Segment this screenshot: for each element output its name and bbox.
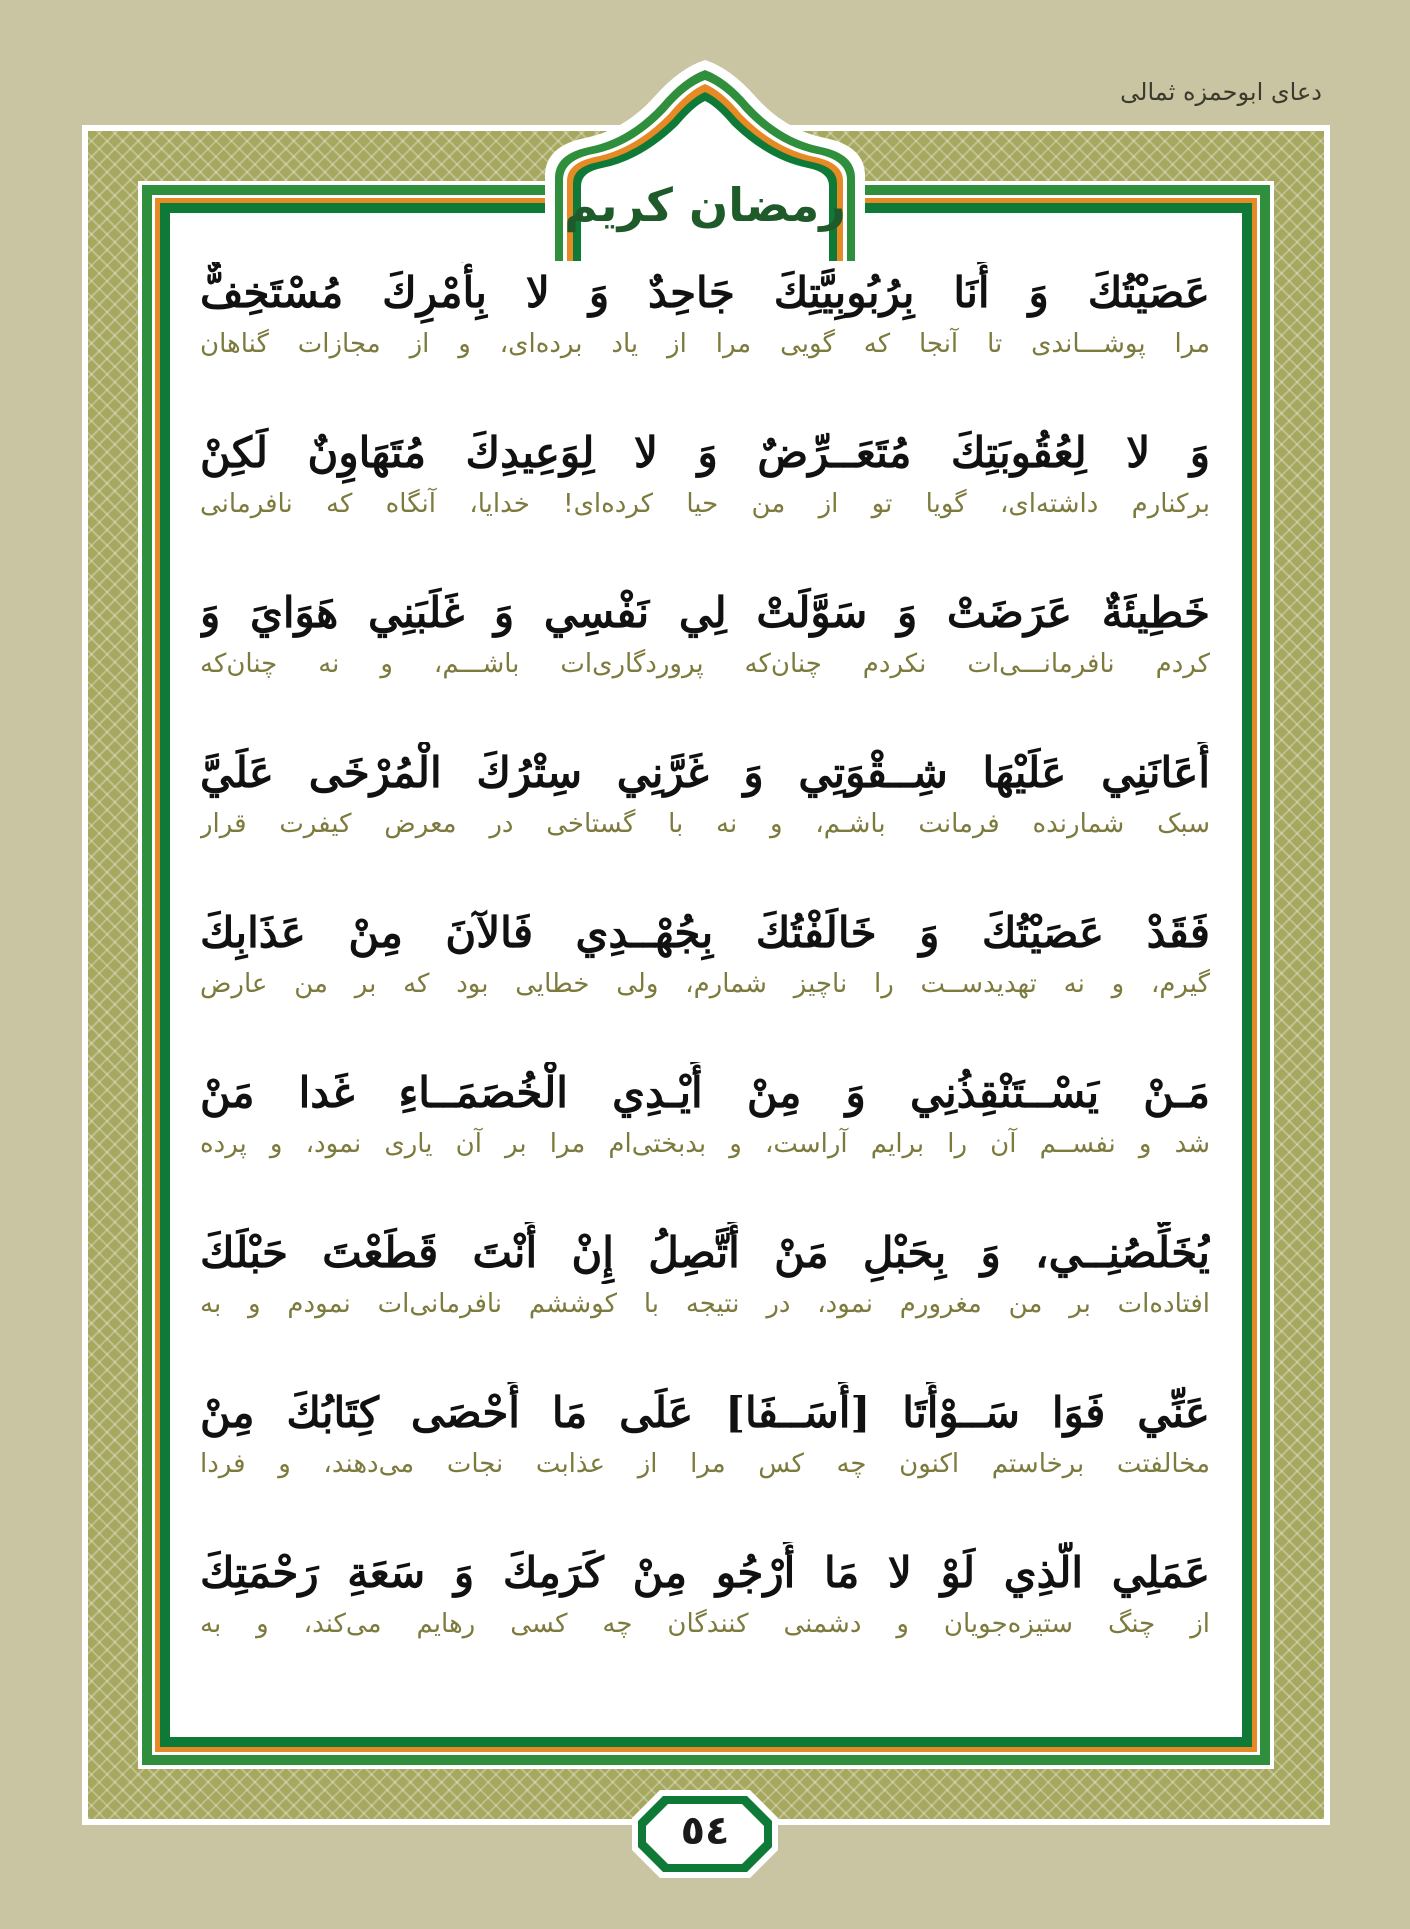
persian-translation: کردم نافرمانـــی‌ات نکردم چنان‌که پروردگاری‌ات باشـــم، و نه چنان‌که <box>200 649 1210 679</box>
arch-ornament-icon <box>525 56 885 266</box>
arabic-line: عَمَلِي الَّذِي لَوْ لا مَا أَرْجُو مِنْ كَرَمِكَ وَ سَعَةِ رَحْمَتِكَ <box>200 1548 1210 1597</box>
verse-row <box>200 1222 1210 1382</box>
persian-translation: گیرم، و نه تهدیدســت را ناچیز شمارم، ولی خطایی بود که بر من عارض <box>200 969 1210 999</box>
persian-translation: مرا پوشـــاندی تا آنجا که گویی مرا از یاد برده‌ای، و از مجازات گناهان <box>200 329 1210 359</box>
verse-row <box>200 1542 1210 1702</box>
book-title: دعای ابوحمزه ثمالی <box>1120 78 1322 106</box>
arabic-line: فَقَدْ عَصَيْتُكَ وَ خَالَفْتُكَ بِجُهْــدِي فَالآنَ مِنْ عَذَابِكَ <box>200 908 1210 957</box>
ramadan-emblem <box>525 56 885 266</box>
persian-translation: افتاده‌ات بر من مغرورم نمود، در نتیجه با کوششم نافرمانی‌ات نمودم و به <box>200 1289 1210 1319</box>
arabic-line: عَصَيْتُكَ وَ أَنَا بِرُبُوبِيَّتِكَ جَاحِدٌ وَ لا بِأَمْرِكَ مُسْتَخِفٌّ <box>200 268 1210 317</box>
arabic-line: وَ لا لِعُقُوبَتِكَ مُتَعَــرِّضٌ وَ لا لِوَعِيدِكَ مُتَهَاوِنٌ لَكِنْ <box>200 428 1210 477</box>
arabic-line: مَـنْ يَسْــتَنْقِذُنِي وَ مِنْ أَيْـدِي الْخُصَمَــاءِ غَدا مَنْ <box>200 1068 1210 1117</box>
verse-row <box>200 422 1210 582</box>
prayer-text <box>200 262 1210 1702</box>
page-number-badge <box>630 1788 780 1880</box>
emblem-title: رمضان کریم <box>564 178 846 232</box>
verse-row <box>200 1382 1210 1542</box>
verse-row <box>200 902 1210 1062</box>
verse-row <box>200 742 1210 902</box>
page-number: ٥٤ <box>680 1808 730 1854</box>
arabic-line: يُخَلِّصُنِــي، وَ بِحَبْلِ مَنْ أَتَّصِلُ إِنْ أَنْتَ قَطَعْتَ حَبْلَكَ <box>200 1228 1210 1277</box>
persian-translation: از چنگ ستیزه‌جویان و دشمنی کنندگان چه کسی رهایم می‌کند، و به <box>200 1609 1210 1639</box>
persian-translation: سبک شمارنده فرمانت باشـم، و نه با گستاخی در معرض کیفرت قرار <box>200 809 1210 839</box>
persian-translation: شد و نفســم آن را برایم آراست، و بدبختی‌ام مرا بر آن یاری نمود، و پرده <box>200 1129 1210 1159</box>
verse-row <box>200 1062 1210 1222</box>
verse-row <box>200 262 1210 422</box>
verse-row <box>200 582 1210 742</box>
arabic-line: خَطِيئَةٌ عَرَضَتْ وَ سَوَّلَتْ لِي نَفْسِي وَ غَلَبَنِي هَوَايَ وَ <box>200 588 1210 637</box>
arabic-line: عَنِّي فَوَا سَــوْأَتَا [أَسَــفَا] عَلَى مَا أَحْصَى كِتَابُكَ مِنْ <box>200 1388 1210 1437</box>
persian-translation: مخالفتت برخاستم اکنون چه کس مرا از عذابت نجات می‌دهند، و فردا <box>200 1449 1210 1479</box>
arabic-line: أَعَانَنِي عَلَيْهَا شِــقْوَتِي وَ غَرَّنِي سِتْرُكَ الْمُرْخَى عَلَيَّ <box>200 748 1210 797</box>
persian-translation: برکنارم داشته‌ای، گویا تو از من حیا کرده‌ای! خدایا، آنگاه که نافرمانی <box>200 489 1210 519</box>
